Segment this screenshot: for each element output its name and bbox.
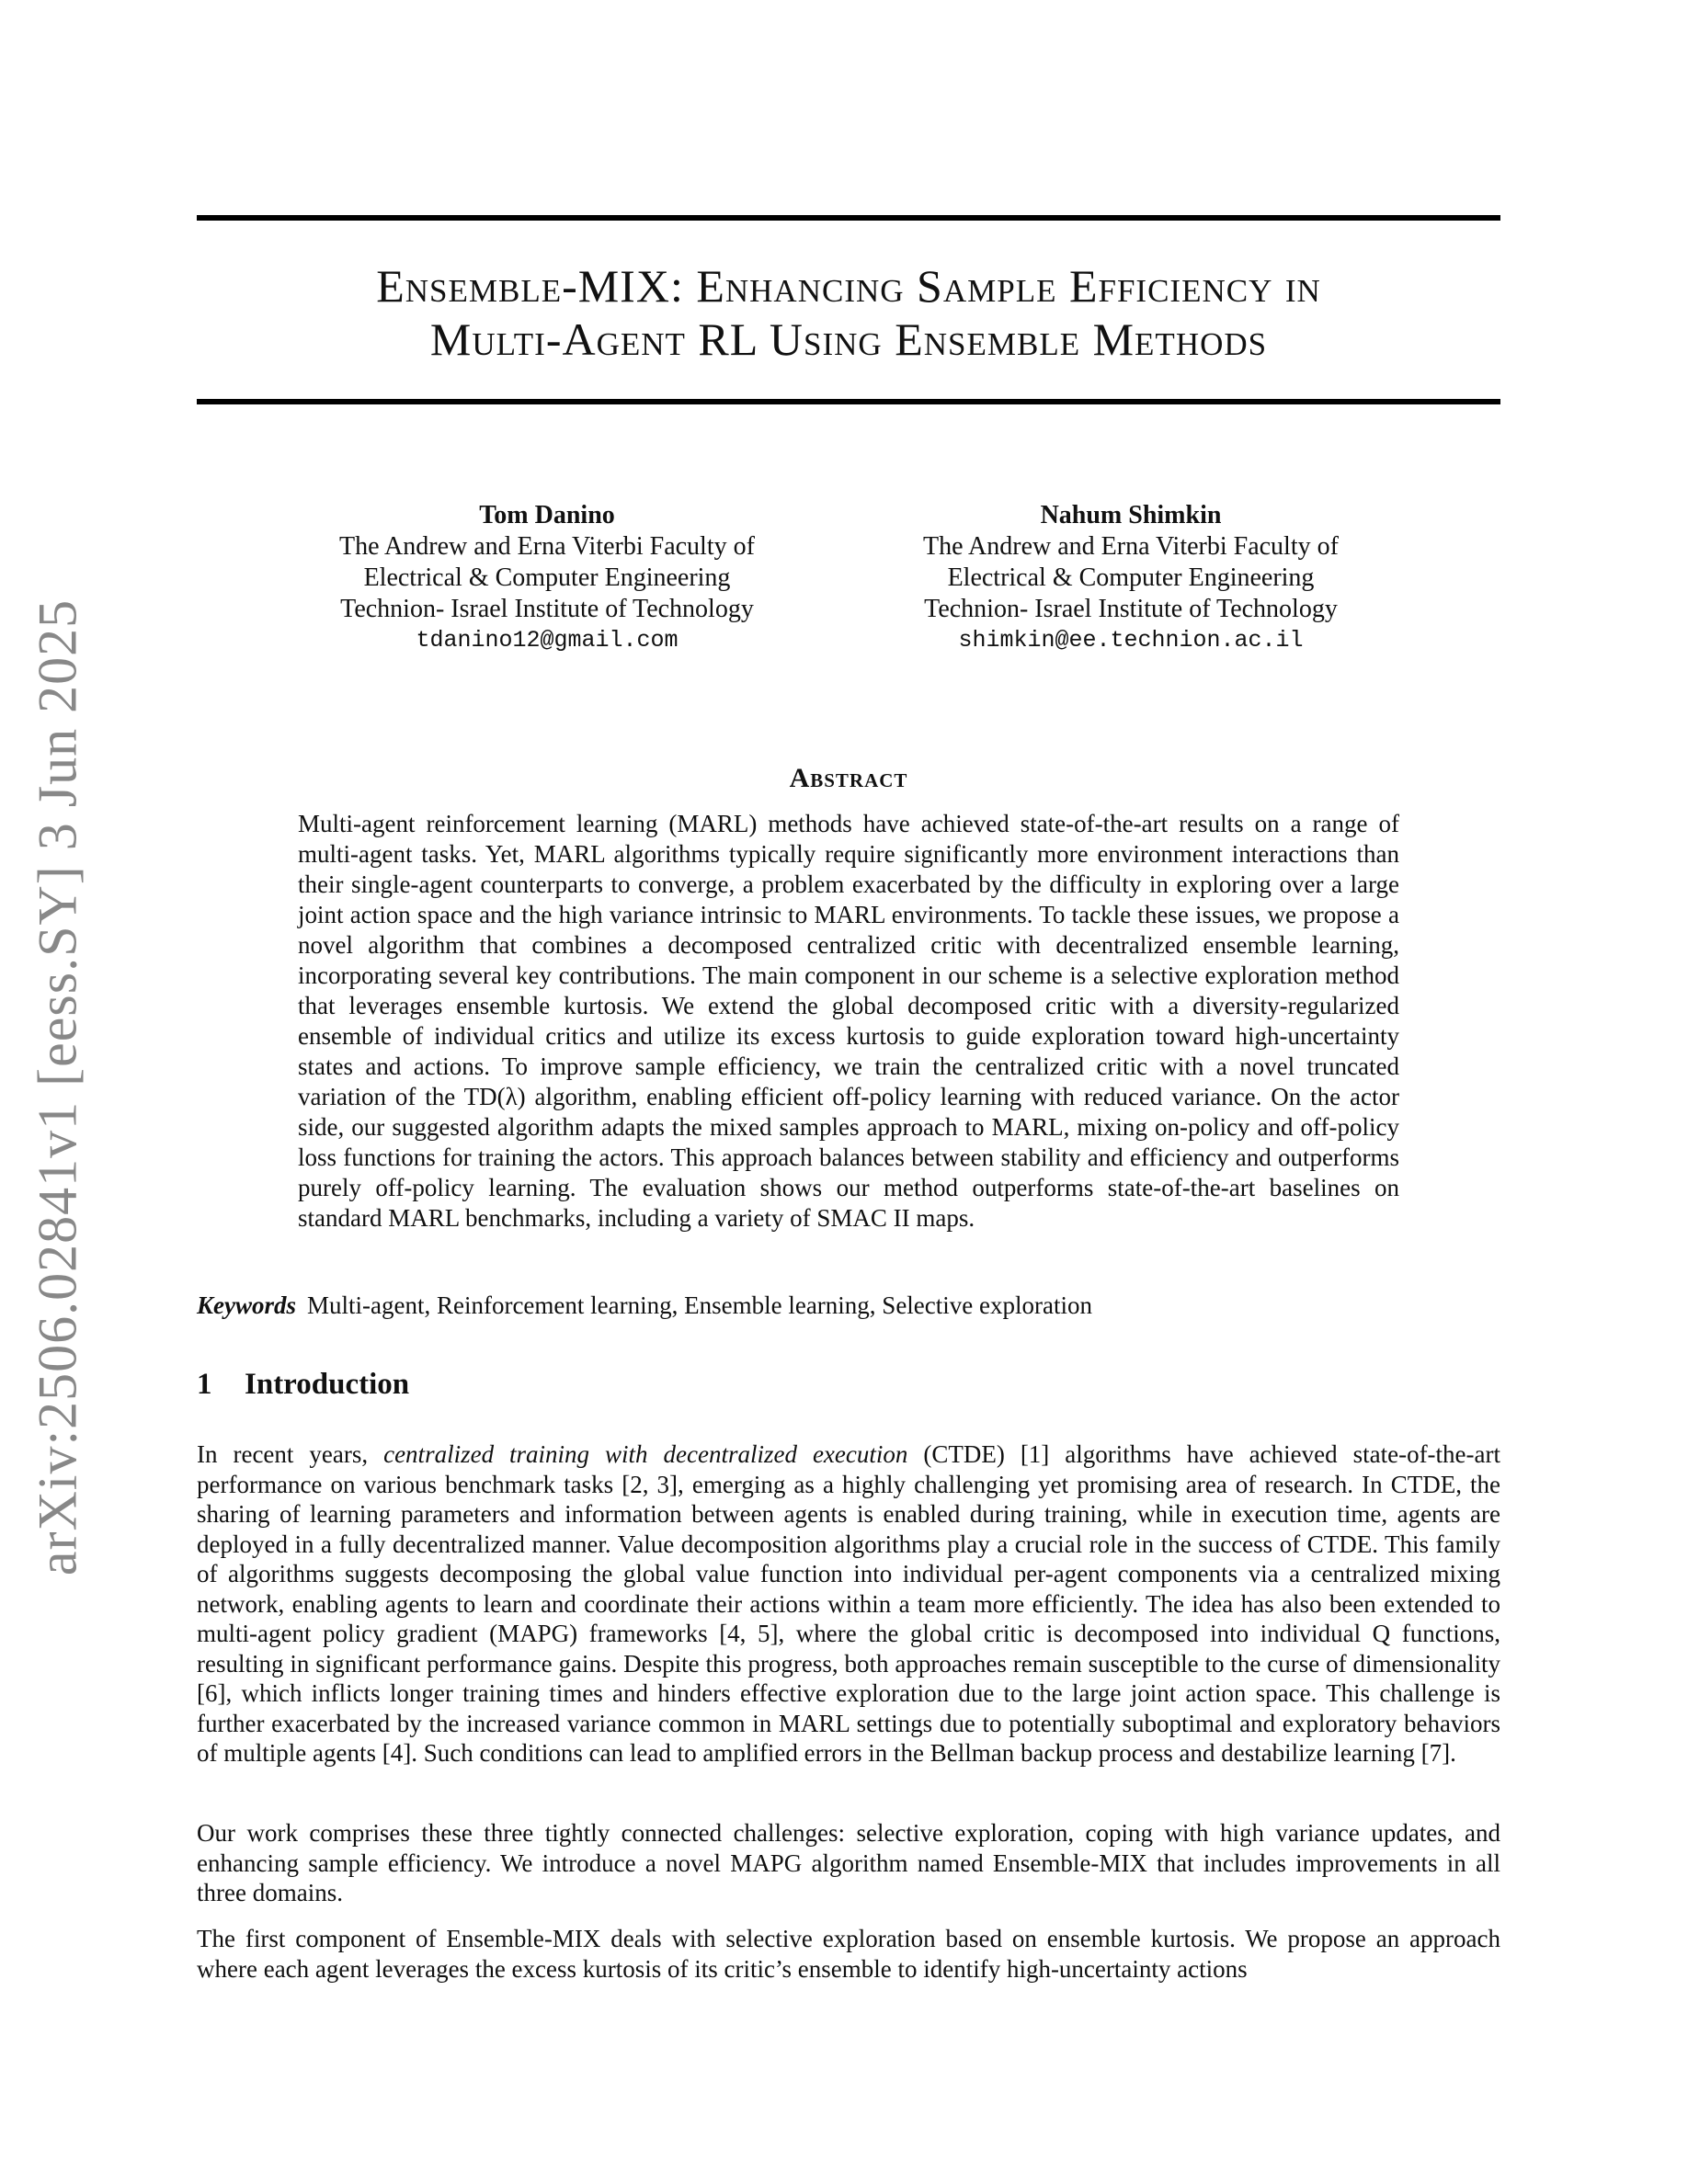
keywords-text: Multi-agent, Reinforcement learning, Ensemble learning, Selective exploration	[307, 1291, 1092, 1319]
keywords-label: Keywords	[197, 1291, 296, 1319]
abstract-text: Multi-agent reinforcement learning (MARL) methods have achieved state-of-the-art results on a range of multi-agent tasks. Yet, MARL algorithms typically require significantly more environment interactions than their single-agent counterparts to converge, a problem exacerbated by the difficulty in exploring over a large joint action space and the high variance intrinsic to MARL environments. To tackle these issues, we propose a novel algorithm that combines a decomposed centralized critic with decentralized ensemble learning, incorporating several key contributions. The main component in our scheme is a selective exploration method that leverages ensemble kurtosis. We extend the global decomposed critic with a diversity-regularized ensemble of individual critics and utilize its excess kurtosis to guide exploration toward high-uncertainty states and actions. To improve sample efficiency, we train the centralized critic with a novel truncated variation of the TD(λ) algorithm, enabling efficient off-policy learning with reduced variance. On the actor side, our suggested algorithm adapts the mixed samples approach to MARL, mixing on-policy and off-policy loss functions for training the actors. This approach balances between stability and efficiency and outperforms purely off-policy learning. The evaluation shows our method outperforms state-of-the-art baselines on standard MARL benchmarks, including a variety of SMAC II maps.	[298, 810, 1399, 1232]
arxiv-identifier	[17, 598, 99, 1575]
intro-paragraph-2: Our work comprises these three tightly connected challenges: selective exploration, coping with high variance updates, and enhancing sample efficiency. We introduce a novel MAPG algorithm named Ensemble-MIX that includes improvements in all three domains.	[197, 1819, 1500, 1906]
author-affiliation: The Andrew and Erna Viterbi Faculty of	[923, 532, 1339, 561]
section-heading-introduction	[197, 1368, 409, 1402]
arxiv-identifier-text: arXiv:2506.02841v1 [eess.SY] 3 Jun 2025	[27, 598, 88, 1575]
author-block-2	[873, 500, 1388, 656]
intro-paragraph-3: The first component of Ensemble-MIX deals with selective exploration based on ensemble kurtosis. We propose an approach where each agent leverages the excess kurtosis of its critic’s ensemble to identify high-uncertainty actions	[197, 1925, 1500, 1983]
paper-title-line-2: Multi-Agent RL Using Ensemble Methods	[429, 313, 1268, 365]
paragraph-emphasis: centralized training with decentralized execution	[383, 1440, 908, 1468]
title-rule-bottom	[197, 399, 1500, 404]
author-name: Tom Danino	[479, 501, 615, 529]
paper-title-line-1: Ensemble-MIX: Enhancing Sample Efficiency in	[376, 260, 1321, 312]
paragraph-text: In recent years,	[197, 1440, 384, 1468]
author-affiliation: The Andrew and Erna Viterbi Faculty of	[339, 532, 755, 561]
author-name: Nahum Shimkin	[1040, 501, 1222, 529]
author-email: tdanino12@gmail.com	[416, 627, 679, 654]
author-affiliation: Technion- Israel Institute of Technology	[924, 595, 1338, 623]
section-number: 1	[197, 1368, 212, 1401]
section-title: Introduction	[245, 1368, 410, 1401]
author-affiliation: Electrical & Computer Engineering	[363, 563, 731, 592]
author-affiliation: Electrical & Computer Engineering	[947, 563, 1315, 592]
author-affiliation: Technion- Israel Institute of Technology	[340, 595, 754, 623]
paper-title	[197, 259, 1500, 366]
intro-paragraph-1	[197, 1439, 1500, 1769]
paragraph-text: (CTDE) [1] algorithms have achieved state-of-the-art performance on various benchmark tasks [2, 3], emerging as a highly challenging yet promising area of research. In CTDE, the sharing of learning parameters and information between agents is enabled during training, while in execution time, agents are deployed in a fully decentralized manner. Value decomposition algorithms play a crucial role in the success of CTDE. This family of algorithms suggests decomposing the global value function into individual per-agent components via a centralized mixing network, enabling agents to learn and coordinate their actions within a team more efficiently. The idea has also been extended to multi-agent policy gradient (MAPG) frameworks [4, 5], where the global critic is decomposed into individual Q functions, resulting in significant performance gains. Despite this progress, both approaches remain susceptible to the curse of dimensionality [6], which inflicts longer training times and hinders effective exploration due to the large joint action space. This challenge is further exacerbated by the increased variance common in MARL settings due to potentially suboptimal and exploratory behaviors of multiple agents [4]. Such conditions can lead to amplified errors in the Bellman backup process and destabilize learning [7].	[197, 1440, 1501, 1767]
author-block-1	[290, 500, 804, 656]
abstract-heading: Abstract	[789, 763, 908, 793]
author-email: shimkin@ee.technion.ac.il	[958, 627, 1304, 654]
keywords-line	[197, 1291, 1500, 1321]
title-rule-top	[197, 215, 1500, 221]
